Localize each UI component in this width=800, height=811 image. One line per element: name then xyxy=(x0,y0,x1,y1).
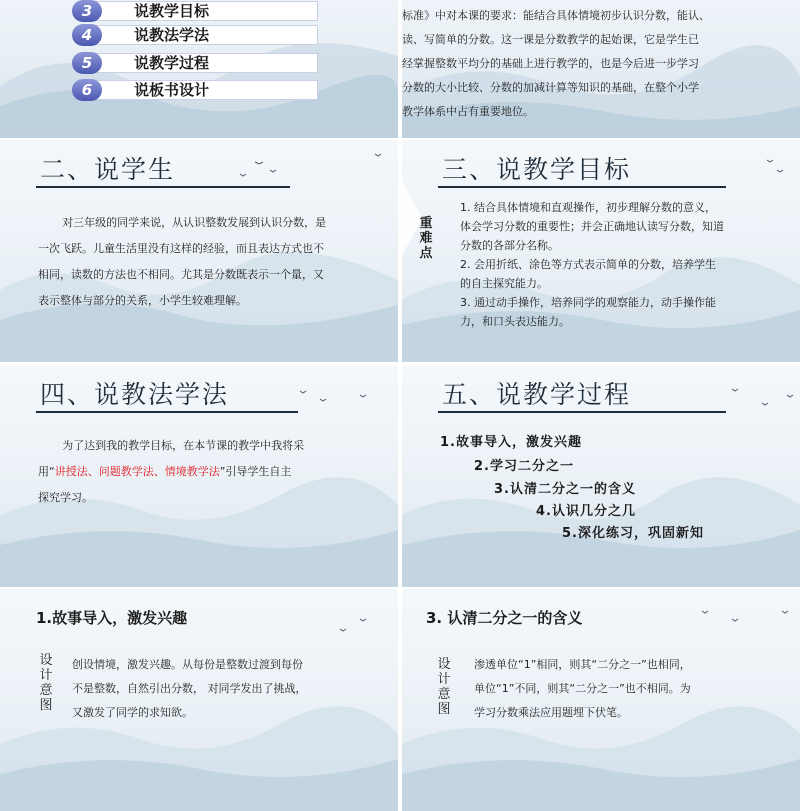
slide-objectives[interactable] xyxy=(402,140,800,362)
slide-title: 1.故事导入，激发兴趣 xyxy=(36,609,188,627)
title-underline xyxy=(438,411,726,413)
design-intent-label: 设计意图 xyxy=(437,657,451,717)
process-step: 5.深化练习，巩固新知 xyxy=(562,526,704,541)
slide-agenda[interactable] xyxy=(0,0,398,138)
paragraph-line: 表示整体与部分的关系，小学生较难理解。 xyxy=(38,294,247,307)
process-step: 2.学习二分之一 xyxy=(474,459,574,474)
design-line: 又激发了同学的求知欲。 xyxy=(72,706,193,719)
slide-title: 三、说教学目标 xyxy=(442,155,632,184)
slide-title: 3. 认清二分之一的含义 xyxy=(426,609,583,627)
text-span: 用“ xyxy=(38,465,55,478)
slide-process[interactable] xyxy=(402,365,800,587)
objective-line: 的自主探究能力。 xyxy=(460,277,548,290)
slide-textbook[interactable] xyxy=(402,0,800,138)
textbook-line: 教学体系中占有重要地位。 xyxy=(402,105,534,118)
paragraph-line xyxy=(38,459,378,485)
design-line: 渗透单位“1”相同，则其“二分之一”也相同， xyxy=(474,658,691,671)
agenda-number-badge: 3 xyxy=(72,0,102,22)
objective-line: 力，和口头表达能力。 xyxy=(460,315,570,328)
design-line: 学习分数乘法应用题埋下伏笔。 xyxy=(474,706,628,719)
agenda-label: 说教学目标 xyxy=(134,2,210,20)
text-span: ”引导学生自主 xyxy=(219,465,292,478)
textbook-line: 标准》中对本课的要求：能结合具体情境初步认识分数，能认、 xyxy=(402,9,710,22)
agenda-item[interactable] xyxy=(72,0,318,22)
agenda-label: 说教法学法 xyxy=(134,26,210,44)
slide-one-half[interactable] xyxy=(402,589,800,811)
slide-students[interactable] xyxy=(0,140,398,362)
title-underline xyxy=(36,411,298,413)
slide-title: 四、说教法学法 xyxy=(40,380,230,409)
agenda-item[interactable] xyxy=(72,52,318,74)
objective-line: 3. 通过动手操作，培养同学的观察能力，动手操作能 xyxy=(460,296,716,309)
textbook-line: 分数的大小比较、分数的加减计算等知识的基础，在整个小学 xyxy=(402,81,699,94)
objective-line: 分数的各部分名称。 xyxy=(460,239,559,252)
objective-line: 体会学习分数的重要性；并会正确地认读写分数，知道 xyxy=(460,220,724,233)
paragraph-line: 对三年级的同学来说，从认识整数发展到认识分数，是 xyxy=(62,216,327,229)
agenda-number-badge: 5 xyxy=(72,52,102,74)
agenda-number-badge: 4 xyxy=(72,24,102,46)
key-points-label: 重难点 xyxy=(419,216,433,261)
design-intent-label: 设计意图 xyxy=(39,653,53,713)
agenda-label: 说板书设计 xyxy=(134,81,210,99)
title-underline xyxy=(36,186,290,188)
objective-line: 2. 会用折纸、涂色等方式表示简单的分数，培养学生 xyxy=(460,258,716,271)
slide-story-intro[interactable] xyxy=(0,589,398,811)
process-step: 1.故事导入，激发兴趣 xyxy=(440,435,582,450)
textbook-line: 经掌握整数平均分的基础上进行教学的，也是今后进一步学习 xyxy=(402,57,699,70)
paragraph-line: 探究学习。 xyxy=(38,491,93,504)
agenda-number-badge: 6 xyxy=(72,79,102,101)
slide-title: 五、说教学过程 xyxy=(442,380,632,409)
slide-title: 二、说学生 xyxy=(40,155,176,184)
slide-methods[interactable] xyxy=(0,365,398,587)
method-names: 讲授法、问题教学法、情境教学法 xyxy=(54,465,220,478)
design-line: 创设情境，激发兴趣。从每份是整数过渡到每份 xyxy=(72,658,303,671)
agenda-label: 说教学过程 xyxy=(134,54,210,72)
objective-line: 1. 结合具体情境和直观操作，初步理解分数的意义， xyxy=(460,201,716,214)
design-line: 单位“1”不同，则其“二分之一”也不相同。为 xyxy=(474,682,691,695)
process-step: 3.认清二分之一的含义 xyxy=(494,482,636,497)
title-underline xyxy=(438,186,726,188)
design-line: 不是整数，自然引出分数， 对同学发出了挑战， xyxy=(72,682,307,695)
agenda-item[interactable] xyxy=(72,79,318,101)
paragraph-line: 为了达到我的教学目标，在本节课的教学中我将采 xyxy=(62,439,305,452)
textbook-line: 读、写简单的分数。这一课是分数教学的起始课，它是学生已 xyxy=(402,33,699,46)
paragraph-line: 一次飞跃。儿童生活里没有这样的经验，而且表达方式也不 xyxy=(38,242,324,255)
process-step: 4.认识几分之几 xyxy=(536,504,636,519)
agenda-item[interactable] xyxy=(72,24,318,46)
paragraph-line: 相同，读数的方法也不相同。尤其是分数既表示一个量，又 xyxy=(38,268,324,281)
